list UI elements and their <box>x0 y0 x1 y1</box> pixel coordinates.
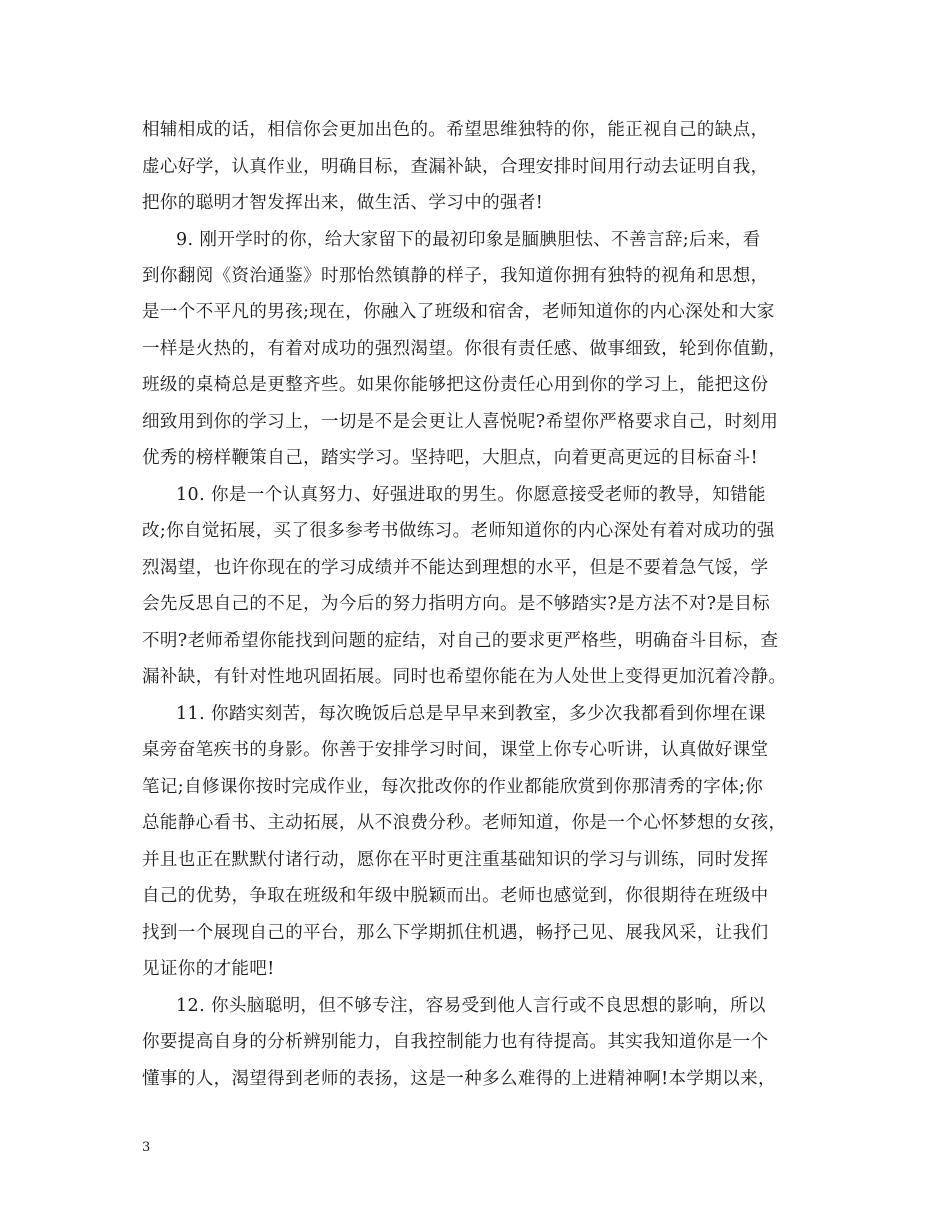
text-line: 漏补缺，有针对性地巩固拓展。同时也希望你能在为人处世上变得更加沉着冷静。 <box>142 667 787 687</box>
text-line: 细致用到你的学习上，一切是不是会更让人喜悦呢?希望你严格要求自己，时刻用 <box>142 412 779 432</box>
text-line: 你要提高自身的分析辨别能力，自我控制能力也有待提高。其实我知道你是一个 <box>142 1032 769 1052</box>
text-line: 班级的桌椅总是更整齐些。如果你能够把这份责任心用到你的学习上，能把这份 <box>142 375 769 395</box>
text-line: 改;你自觉拓展，买了很多参考书做练习。老师知道你的内心深处有着对成功的强 <box>142 521 775 541</box>
text-line: 是一个不平凡的男孩;现在，你融入了班级和宿舍，老师知道你的内心深处和大家 <box>142 302 775 322</box>
text-line: 一样是火热的，有着对成功的强烈渴望。你很有责任感、做事细致，轮到你值勤， <box>142 339 787 359</box>
text-line: 把你的聪明才智发挥出来，做生活、学习中的强者! <box>142 193 544 213</box>
text-line: 见证你的才能吧! <box>142 959 275 979</box>
text-line: 懂事的人，渴望得到老师的表扬，这是一种多么难得的上进精神啊!本学期以来， <box>142 1069 776 1089</box>
text-line: 10. 你是一个认真努力、好强进取的男生。你愿意接受老师的教导，知错能 <box>176 485 766 505</box>
text-line: 12. 你头脑聪明，但不够专注，容易受到他人言行或不良思想的影响，所以 <box>176 996 766 1016</box>
text-line: 总能静心看书、主动拓展，从不浪费分秒。老师知道，你是一个心怀梦想的女孩， <box>142 813 787 833</box>
text-line: 自己的优势，争取在班级和年级中脱颖而出。老师也感觉到，你很期待在班级中 <box>142 886 769 906</box>
text-line: 并且也正在默默付诸行动，愿你在平时更注重基础知识的学习与训练，同时发挥 <box>142 850 769 870</box>
text-line: 11. 你踏实刻苦，每次晚饭后总是早早来到教室，多少次我都看到你埋在课 <box>176 704 766 724</box>
text-line: 桌旁奋笔疾书的身影。你善于安排学习时间，课堂上你专心听讲，认真做好课堂 <box>142 740 769 760</box>
text-line: 虚心好学，认真作业，明确目标，查漏补缺，合理安排时间用行动去证明自我， <box>142 157 769 177</box>
text-line: 优秀的榜样鞭策自己，踏实学习。坚持吧，大胆点，向着更高更远的目标奋斗! <box>142 448 759 468</box>
text-line: 到你翻阅《资治通鉴》时那怡然镇静的样子，我知道你拥有独特的视角和思想， <box>142 266 769 286</box>
text-line: 笔记;自修课你按时完成作业，每次批改你的作业都能欣赏到你那清秀的字体;你 <box>142 777 764 797</box>
text-line: 烈渴望，也许你现在的学习成绩并不能达到理想的水平，但是不要着急气馁，学 <box>142 558 769 578</box>
text-line: 不明?老师希望你能找到问题的症结，对自己的要求更严格些，明确奋斗目标，查 <box>142 631 779 651</box>
text-line: 9. 刚开学时的你，给大家留下的最初印象是腼腆胆怯、不善言辞;后来，看 <box>176 230 761 250</box>
text-line: 会先反思自己的不足，为今后的努力指明方向。是不够踏实?是方法不对?是目标 <box>142 594 771 614</box>
page-number: 3 <box>142 1140 151 1155</box>
text-line: 找到一个展现自己的平台，那么下学期抓住机遇，畅抒己见、展我风采，让我们 <box>142 923 769 943</box>
text-line: 相辅相成的话，相信你会更加出色的。希望思维独特的你，能正视自己的缺点， <box>142 120 769 140</box>
